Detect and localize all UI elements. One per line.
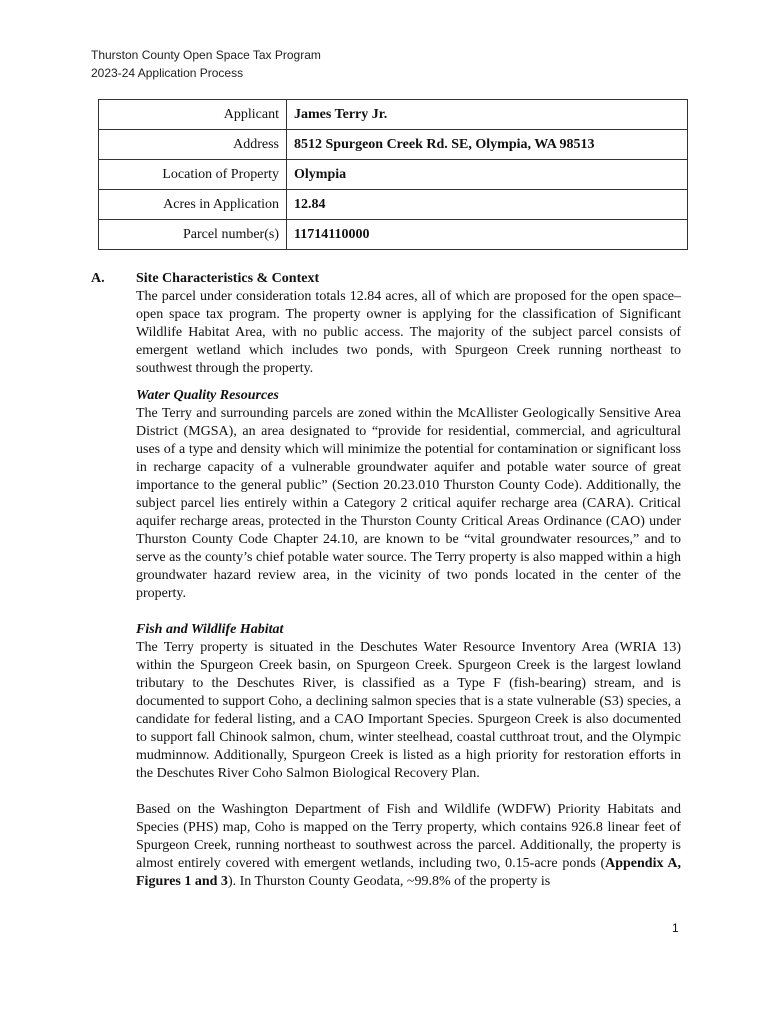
location-value: Olympia (287, 160, 688, 190)
section-letter: A. (91, 271, 105, 286)
fish-wildlife-heading: Fish and Wildlife Habitat (136, 622, 284, 637)
parcel-label: Parcel number(s) (99, 220, 287, 250)
parcel-value: 11714110000 (287, 220, 688, 250)
page-number: 1 (672, 921, 679, 935)
location-label: Location of Property (99, 160, 287, 190)
address-label: Address (99, 130, 287, 160)
section-title: Site Characteristics & Context (136, 271, 320, 286)
page-header (91, 46, 321, 82)
acres-label: Acres in Application (99, 190, 287, 220)
section-body (136, 270, 681, 891)
table-row (99, 190, 688, 220)
table-row (99, 130, 688, 160)
table-row (99, 160, 688, 190)
table-row (99, 220, 688, 250)
header-process-title: 2023-24 Application Process (91, 66, 244, 80)
wdfw-text-start: Based on the Washington Department of Fish and Wildlife (WDFW) Priority Habitats and Species (PHS) map, Coho is mapped on the Terry property, which contains 926.8 linear feet of Spurgeon Creek, running northeast to southwest across the parcel. Additionally, the property is almost entirely covered with emergent wetlands, including two, 0.15-acre ponds ( (136, 802, 681, 871)
application-info-table (98, 99, 688, 250)
water-quality-heading: Water Quality Resources (136, 388, 279, 403)
intro-paragraph: The parcel under consideration totals 12.84 acres, all of which are proposed for the open space–open space tax program. The property owner is applying for the classification of Significant Wildlife Habitat Area, with no public access. The majority of the subject parcel consists of emergent wetland which includes two ponds, with Spurgeon Creek running northeast to southwest through the property. (136, 289, 681, 376)
wdfw-text-end: ). In Thurston County Geodata, ~99.8% of the property is (227, 874, 551, 889)
applicant-label: Applicant (99, 100, 287, 130)
fish-wildlife-paragraph: The Terry property is situated in the Deschutes Water Resource Inventory Area (WRIA 13) within the Spurgeon Creek basin, on Spurgeon Creek. Spurgeon Creek is the largest lowland tributary to the Deschutes River, is classified as a Type F (fish-bearing) stream, and is documented to support Coho, a declining salmon species that is a state vulnerable (S3) species, a candidate for federal listing, and a CAO Important Species. Spurgeon Creek is also documented to support fall Chinook salmon, chum, winter steelhead, coastal cutthroat trout, and the Olympic mudminnow. Additionally, Spurgeon Creek is listed as a high priority for restoration efforts in the Deschutes River Coho Salmon Biological Recovery Plan. (136, 640, 681, 781)
appendix-reference: Appendix A, Figures 1 and 3 (136, 856, 681, 889)
acres-value: 12.84 (287, 190, 688, 220)
header-program-title: Thurston County Open Space Tax Program (91, 48, 321, 62)
applicant-value: James Terry Jr. (287, 100, 688, 130)
water-quality-paragraph: The Terry and surrounding parcels are zoned within the McAllister Geologically Sensitive Area District (MGSA), an area designated to “provide for residential, commercial, and agricultural uses of a type and density which will minimize the potential for contamination or significant loss in recharge capacity of a vulnerable groundwater aquifer and potable water source of great importance to the general public” (Section 20.23.010 Thurston County Code). Additionally, the subject parcel lies entirely within a Category 2 critical aquifer recharge area (CARA). Critical aquifer recharge areas, protected in the Thurston County Critical Areas Ordinance (CAO) under Thurston County Code Chapter 24.10, are known to be “vital groundwater resources,” and to serve as the county’s chief potable water source. The Terry property is also mapped within a high groundwater hazard review area, in the vicinity of two ponds located in the center of the property. (136, 406, 681, 601)
table-row (99, 100, 688, 130)
wdfw-paragraph (136, 801, 681, 891)
address-value: 8512 Spurgeon Creek Rd. SE, Olympia, WA 98513 (287, 130, 688, 160)
